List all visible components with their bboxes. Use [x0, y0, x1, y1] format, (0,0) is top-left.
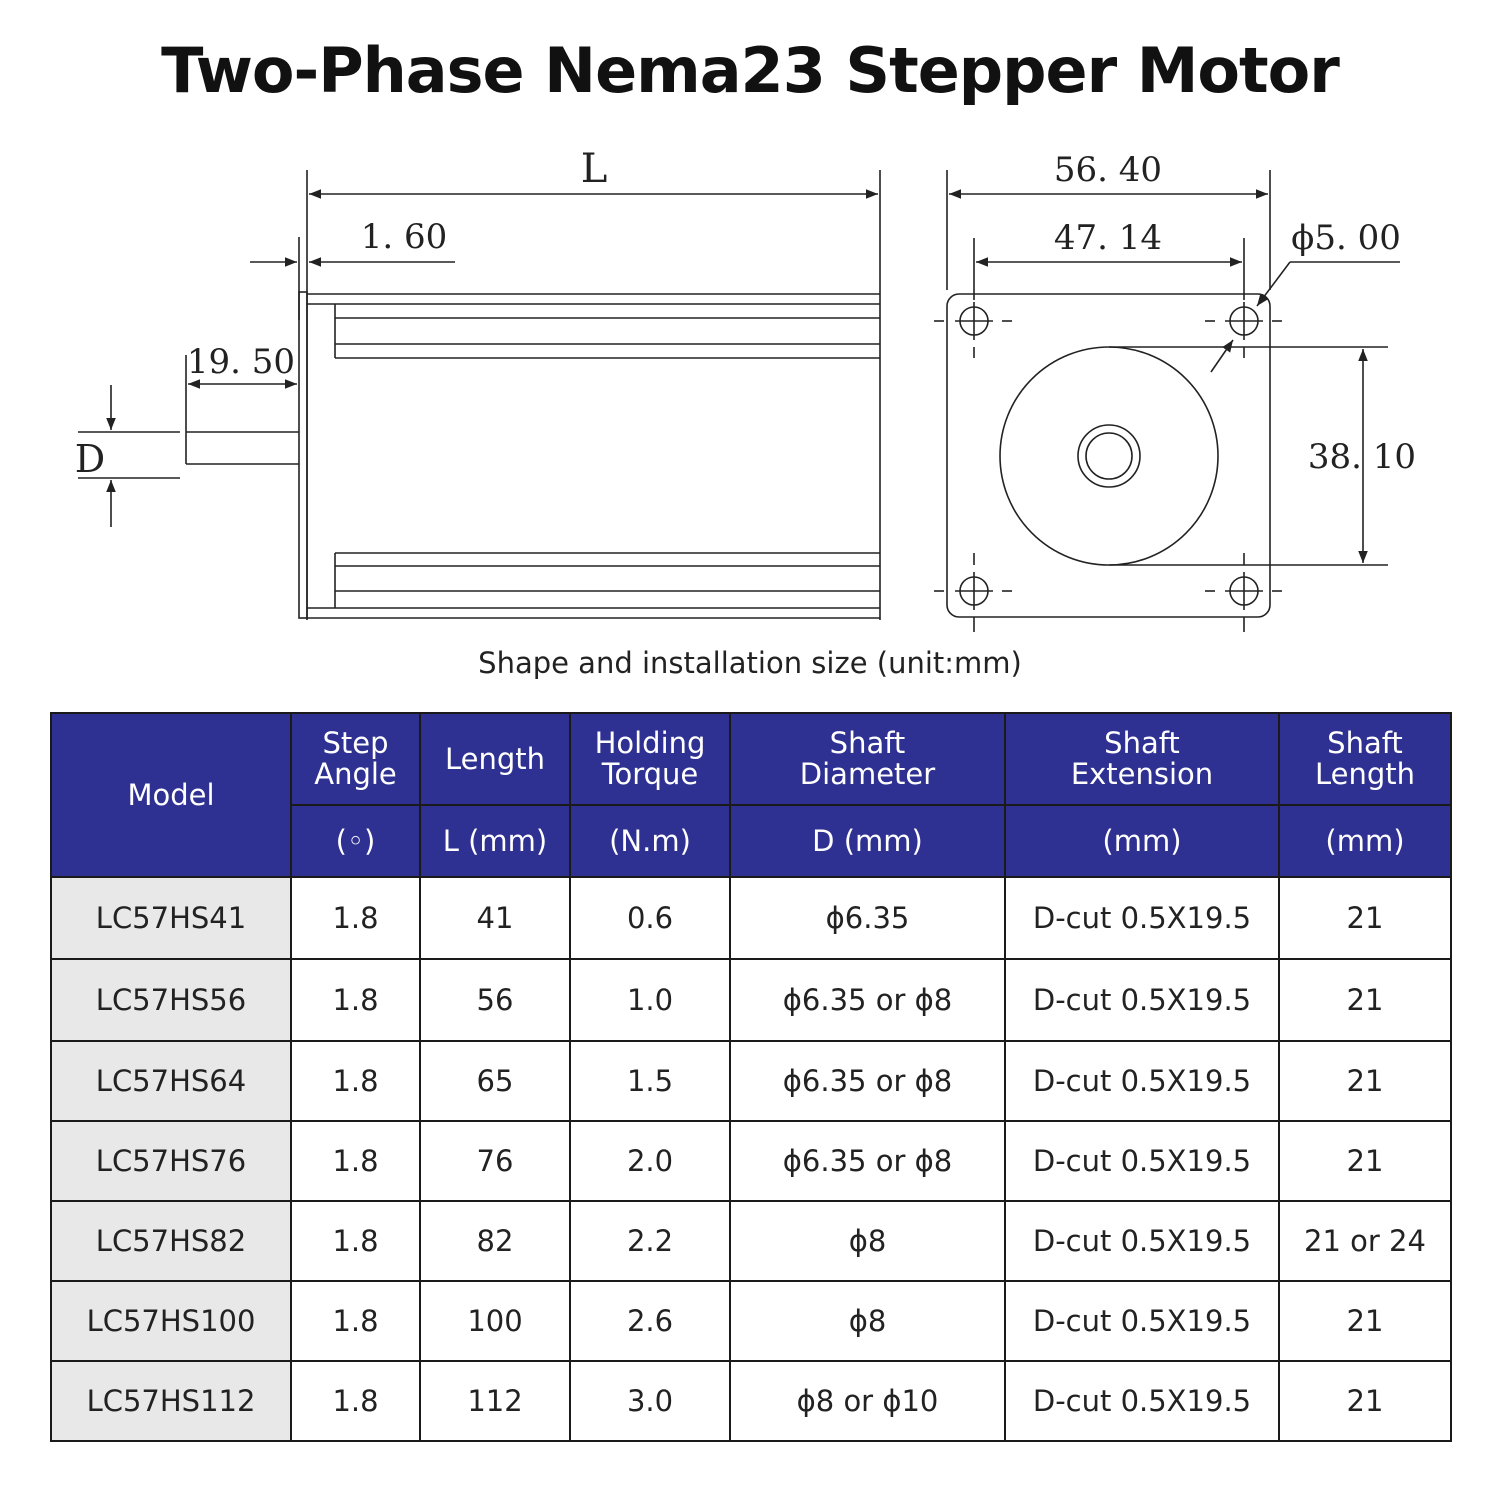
header-shaft-diameter [730, 713, 1005, 805]
side-view [78, 170, 880, 620]
table-cell: 56 [420, 959, 570, 1041]
table-cell: 2.2 [570, 1201, 730, 1281]
table-row [51, 1361, 1451, 1441]
table-cell: ϕ6.35 [730, 877, 1005, 959]
header-text: Extension [1070, 757, 1214, 791]
table-cell: 82 [420, 1201, 570, 1281]
header-row [51, 713, 1451, 805]
table-cell: D-cut 0.5X19.5 [1005, 1361, 1279, 1441]
header-shaft-extension [1005, 713, 1279, 805]
table-row [51, 1201, 1451, 1281]
model-cell: LC57HS76 [51, 1121, 291, 1201]
table-row [51, 1281, 1451, 1361]
dim-shaft-ext-label: 19. 50 [186, 342, 296, 382]
header-holding-torque [570, 713, 730, 805]
header-text: Diameter [799, 757, 936, 791]
table-cell: 1.8 [291, 877, 420, 959]
table-cell: D-cut 0.5X19.5 [1005, 1201, 1279, 1281]
table-cell: ϕ6.35 or ϕ8 [730, 1041, 1005, 1121]
table-cell: ϕ8 [730, 1201, 1005, 1281]
table-cell: 21 or 24 [1279, 1201, 1451, 1281]
table-cell: 2.6 [570, 1281, 730, 1361]
unit-cell: (mm) [1279, 805, 1451, 877]
model-cell: LC57HS100 [51, 1281, 291, 1361]
header-step-angle [291, 713, 420, 805]
table-row [51, 1121, 1451, 1201]
header-text: Length [1314, 757, 1416, 791]
header-shaft-length [1279, 713, 1451, 805]
model-cell: LC57HS41 [51, 877, 291, 959]
table-row [51, 1041, 1451, 1121]
table-row [51, 877, 1451, 959]
unit-cell: L (mm) [420, 805, 570, 877]
table-cell: 21 [1279, 959, 1451, 1041]
header-text: Shaft [1104, 726, 1180, 760]
dim-L-label: L [580, 146, 608, 192]
table-cell: 1.0 [570, 959, 730, 1041]
model-cell: LC57HS82 [51, 1201, 291, 1281]
dim-boss-label: 38. 10 [1307, 437, 1417, 477]
table-cell: 100 [420, 1281, 570, 1361]
table-cell: 1.8 [291, 959, 420, 1041]
table-cell: 21 [1279, 1361, 1451, 1441]
table-cell: D-cut 0.5X19.5 [1005, 959, 1279, 1041]
table-cell: 1.8 [291, 1121, 420, 1201]
table-cell: 65 [420, 1041, 570, 1121]
table-cell: 41 [420, 877, 570, 959]
unit-cell: D (mm) [730, 805, 1005, 877]
table-cell: 2.0 [570, 1121, 730, 1201]
model-cell: LC57HS112 [51, 1361, 291, 1441]
dimension-drawing [0, 140, 1500, 640]
table-row [51, 959, 1451, 1041]
table-cell: 112 [420, 1361, 570, 1441]
table-cell: ϕ8 [730, 1281, 1005, 1361]
table-cell: D-cut 0.5X19.5 [1005, 1041, 1279, 1121]
header-model: Model [51, 713, 291, 877]
table-cell: 1.8 [291, 1041, 420, 1121]
unit-cell: (mm) [1005, 805, 1279, 877]
table-cell: 21 [1279, 877, 1451, 959]
table-cell: 21 [1279, 1041, 1451, 1121]
table-cell: 21 [1279, 1121, 1451, 1201]
table-cell: 3.0 [570, 1361, 730, 1441]
header-text: Angle [314, 757, 397, 791]
spec-table [50, 712, 1452, 1442]
page-title: Two-Phase Nema23 Stepper Motor [161, 34, 1339, 107]
table-cell: D-cut 0.5X19.5 [1005, 1121, 1279, 1201]
drawing-caption: Shape and installation size (unit:mm) [478, 646, 1022, 680]
header-text: Shaft [1327, 726, 1403, 760]
table-cell: ϕ6.35 or ϕ8 [730, 959, 1005, 1041]
table-cell: 1.8 [291, 1201, 420, 1281]
header-text: Step [322, 726, 389, 760]
table-cell: ϕ8 or ϕ10 [730, 1361, 1005, 1441]
table-cell: 0.6 [570, 877, 730, 959]
table-cell: 21 [1279, 1281, 1451, 1361]
unit-cell: (N.m) [570, 805, 730, 877]
table-cell: 1.8 [291, 1281, 420, 1361]
table-cell: D-cut 0.5X19.5 [1005, 1281, 1279, 1361]
unit-cell: (◦) [291, 805, 420, 877]
header-length: Length [420, 713, 570, 805]
header-text: Holding [594, 726, 706, 760]
dim-width-label: 56. 40 [1053, 150, 1163, 190]
table-cell: D-cut 0.5X19.5 [1005, 877, 1279, 959]
model-cell: LC57HS64 [51, 1041, 291, 1121]
table-cell: 1.5 [570, 1041, 730, 1121]
header-text: Torque [601, 757, 699, 791]
header-text: Shaft [829, 726, 906, 760]
dim-flange-label: 1. 60 [360, 217, 448, 257]
table-cell: 76 [420, 1121, 570, 1201]
model-cell: LC57HS56 [51, 959, 291, 1041]
table-cell: ϕ6.35 or ϕ8 [730, 1121, 1005, 1201]
table-cell: 1.8 [291, 1361, 420, 1441]
dim-hole-spacing-label: 47. 14 [1053, 218, 1163, 258]
dim-hole-dia-label: ϕ5. 00 [1291, 218, 1401, 258]
dim-D-label: D [74, 437, 106, 481]
